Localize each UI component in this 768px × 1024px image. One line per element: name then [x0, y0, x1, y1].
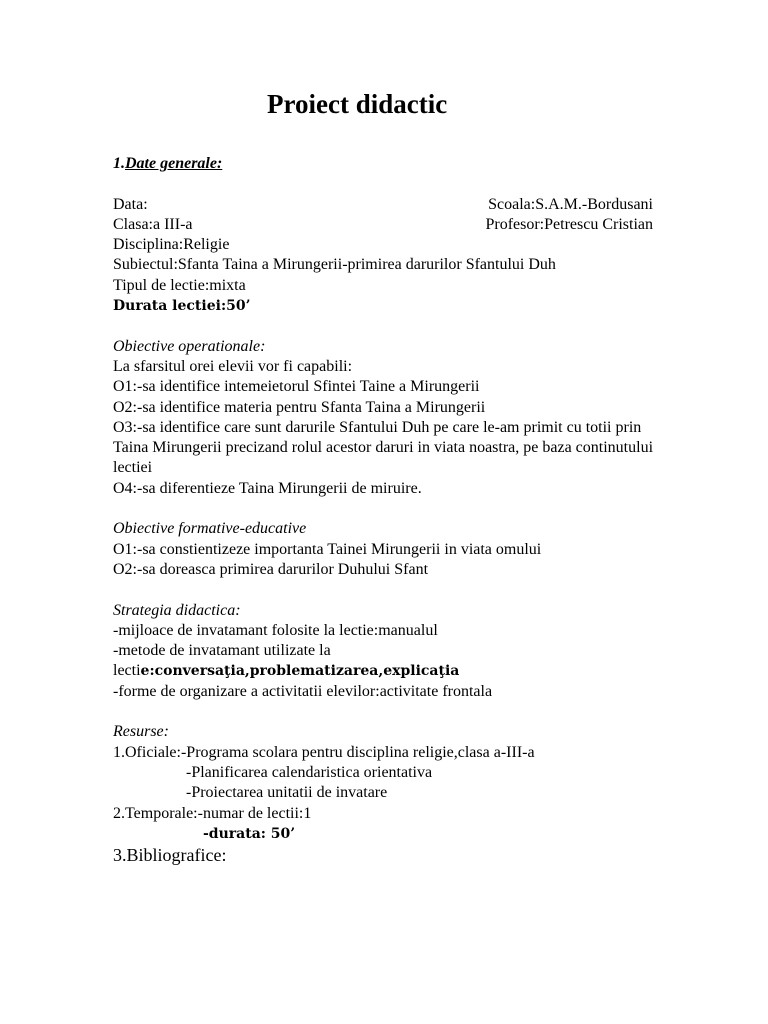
strategy-forms: -forme de organizare a activitatii elevilor:activitate frontala — [113, 682, 493, 700]
strategy-heading: Strategia didactica: — [113, 601, 241, 619]
spacer — [113, 174, 653, 194]
operational-heading: Obiective operationale: — [113, 337, 266, 355]
spacer — [113, 316, 653, 336]
objective-item: O1:-sa identifice intemeietorul Sfintei Taine a Mirungerii — [113, 378, 480, 396]
spacer — [113, 580, 653, 600]
document-body — [113, 154, 653, 866]
objective-item: O1:-sa constientizeze importanta Tainei Mirungerii in viata omului — [113, 540, 542, 558]
objective-item: O4:-sa diferentieze Taina Mirungerii de miruire. — [113, 479, 422, 497]
date-school-row — [113, 195, 653, 215]
class-label: Clasa:a III-a — [113, 215, 193, 233]
spacer — [113, 702, 653, 722]
section-number: 1. — [113, 155, 125, 172]
methods-prefix: lecti — [113, 662, 141, 680]
section-title: Date generale: — [125, 155, 223, 172]
formative-heading: Obiective formative-educative — [113, 520, 307, 538]
teacher-label: Profesor:Petrescu Cristian — [485, 215, 653, 233]
date-label: Data: — [113, 195, 148, 213]
resource-temporal: 2.Temporale:-numar de lectii:1 — [113, 804, 312, 822]
strategy-methods — [113, 661, 653, 681]
lesson-duration-label: Durata lectiei:50’ — [113, 298, 251, 315]
objective-item: O3:-sa identifice care sunt darurile Sfantului Duh pe care le-am primit cu totii prin Taina Mirungerii precizand rolul acestor daruri in viata noastra, pe baza continutului lectiei — [113, 418, 654, 477]
strategy-methods-intro: -metode de invatamant utilizate la — [113, 642, 331, 660]
school-label: Scoala:S.A.M.-Bordusani — [488, 195, 653, 213]
document-title: Proiect didactic — [267, 89, 448, 119]
resource-official-item: -Proiectarea unitatii de invatare — [186, 784, 388, 802]
operational-intro: La sfarsitul orei elevii vor fi capabili: — [113, 357, 353, 375]
resource-bibliographic: 3.Bibliografice: — [113, 845, 227, 866]
resource-official: 1.Oficiale:-Programa scolara pentru disciplina religie,clasa a-III-a — [113, 743, 535, 761]
section-general-heading — [113, 154, 653, 174]
objective-item: O2:-sa identifice materia pentru Sfanta Taina a Mirungerii — [113, 398, 486, 416]
methods-list: e:conversaţia,problematizarea,explicaţia — [140, 663, 460, 680]
lesson-type-label: Tipul de lectie:mixta — [113, 276, 246, 294]
objective-item: O2:-sa doreasca primirea darurilor Duhului Sfant — [113, 560, 429, 578]
spacer — [113, 499, 653, 519]
strategy-means: -mijloace de invatamant folosite la lectie:manualul — [113, 621, 438, 639]
resources-heading: Resurse: — [113, 723, 169, 741]
resource-official-item: -Planificarea calendaristica orientativa — [186, 763, 433, 781]
resource-temporal-duration: -durata: 50’ — [203, 825, 296, 842]
discipline-label: Disciplina:Religie — [113, 236, 230, 254]
class-teacher-row — [113, 215, 653, 235]
subject-label: Subiectul:Sfanta Taina a Mirungerii-primirea darurilor Sfantului Duh — [113, 256, 556, 274]
